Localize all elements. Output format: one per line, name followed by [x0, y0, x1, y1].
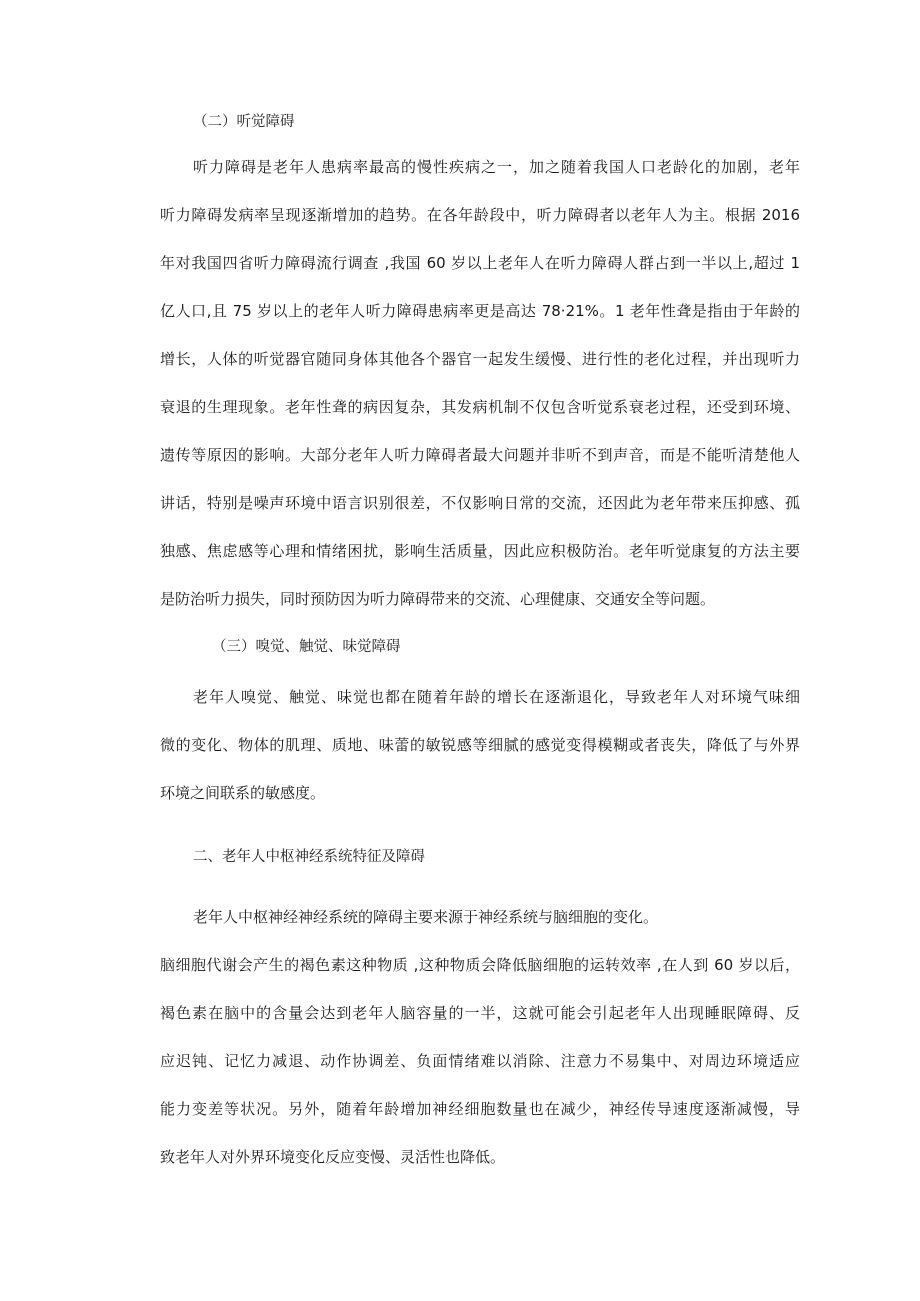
paragraph-line: 年对我国四省听力障碍流行调查 ,我国 60 岁以上老年人在听力障碍人群占到一半以上,超过 1 — [160, 254, 800, 272]
paragraph-line: 独感、焦虑感等心理和情绪困扰，影响生活质量，因此应积极防治。老年听觉康复的方法主要 — [160, 542, 800, 560]
paragraph-line: 环境之间联系的敏感度。 — [160, 784, 326, 802]
paragraph-line: 是防治听力损失，同时预防因为听力障碍带来的交流、心理健康、交通安全等问题。 — [160, 590, 716, 608]
paragraph-line: 褐色素在脑中的含量会达到老年人脑容量的一半，这就可能会引起老年人出现睡眠障碍、反 — [160, 1004, 800, 1022]
paragraph-line: 脑细胞代谢会产生的褐色素这种物质 ,这种物质会降低脑细胞的运转效率 ,在人到 60 岁以后， — [160, 956, 800, 974]
paragraph-line: 致老年人对外界环境变化反应变慢、灵活性也降低。 — [160, 1148, 506, 1166]
paragraph-intro: 老年人中枢神经神经系统的障碍主要来源于神经系统与脑细胞的变化。 — [193, 908, 659, 926]
paragraph-line: 应迟钝、记忆力减退、动作协调差、负面情绪难以消除、注意力不易集中、对周边环境适应 — [160, 1052, 800, 1070]
paragraph-line: 遗传等原因的影响。大部分老年人听力障碍者最大问题并非听不到声音，而是不能听清楚他人 — [160, 446, 800, 464]
paragraph-line: 衰退的生理现象。老年性聋的病因复杂，其发病机制不仅包含听觉系衰老过程，还受到环境、 — [160, 398, 800, 416]
paragraph-line: 老年人嗅觉、触觉、味觉也都在随着年龄的增长在逐渐退化，导致老年人对环境气味细 — [193, 688, 800, 706]
paragraph-line: 听力障碍是老年人患病率最高的慢性疾病之一，加之随着我国人口老龄化的加剧，老年 — [193, 158, 800, 176]
section-heading-hearing: （二）听觉障碍 — [193, 114, 295, 130]
paragraph-line: 微的变化、物体的肌理、质地、味蕾的敏锐感等细腻的感觉变得模糊或者丧失，降低了与外界 — [160, 736, 800, 754]
paragraph-line: 能力变差等状况。另外，随着年龄增加神经细胞数量也在减少，神经传导速度逐渐减慢，导 — [160, 1100, 800, 1118]
section-heading-central-nervous-system: 二、老年人中枢神经系统特征及障碍 — [193, 849, 425, 865]
paragraph-line: 增长，人体的听觉器官随同身体其他各个器官一起发生缓慢、进行性的老化过程，并出现听力 — [160, 350, 800, 368]
paragraph-line: 讲话，特别是噪声环境中语言识别很差，不仅影响日常的交流，还因此为老年带来压抑感、孤 — [160, 494, 800, 512]
paragraph-line: 亿人口,且 75 岁以上的老年人听力障碍患病率更是高达 78·21%。1 老年性聋是指由于年龄的 — [160, 302, 800, 320]
paragraph-line: 听力障碍发病率呈现逐渐增加的趋势。在各年龄段中，听力障碍者以老年人为主。根据 2016 — [160, 206, 800, 224]
section-heading-smell-touch-taste: （三）嗅觉、触觉、味觉障碍 — [212, 639, 401, 655]
